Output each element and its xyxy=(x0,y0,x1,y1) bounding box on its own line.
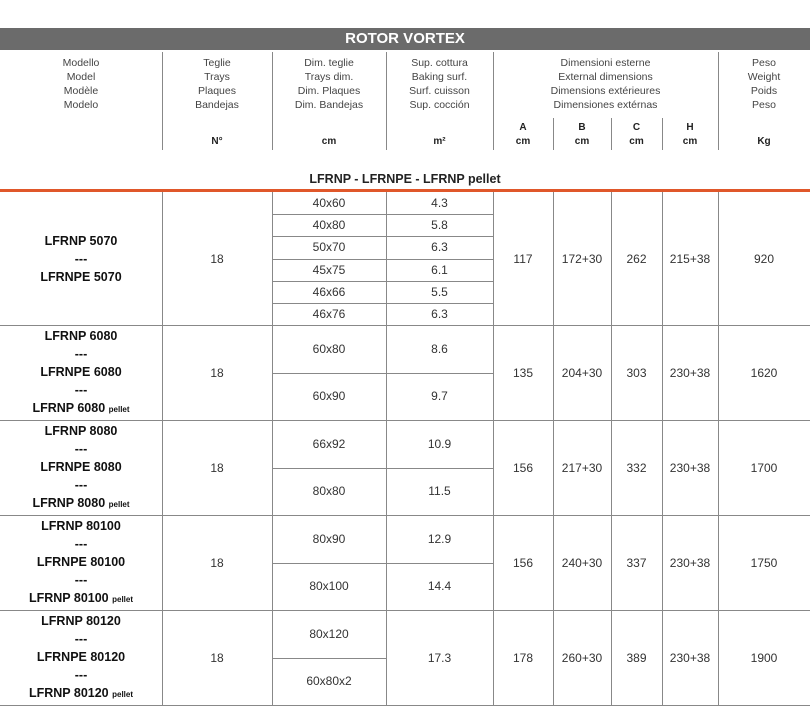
unit-c-label: C xyxy=(632,122,641,133)
row-divider xyxy=(386,563,493,564)
header-divider xyxy=(162,52,163,150)
weight-cell: 920 xyxy=(753,251,775,266)
surface-cell: 9.7 xyxy=(431,389,448,404)
pellet-label: pellet xyxy=(112,689,134,699)
header-line: Sup. cocción xyxy=(409,99,470,111)
dim-b-cell: 260+30 xyxy=(561,650,603,665)
tray-dim-cell: 80x80 xyxy=(312,484,346,499)
column-divider xyxy=(611,192,612,705)
header-line: Dim. Plaques xyxy=(297,85,361,97)
model-name: LFRNPE 8080 xyxy=(40,459,122,474)
row-divider xyxy=(0,705,810,706)
header-weight-text xyxy=(718,50,810,112)
header-model xyxy=(0,50,162,150)
surface-cell: 5.8 xyxy=(431,218,448,233)
tray-dim-cell: 60x80 xyxy=(312,341,346,356)
row-divider xyxy=(386,303,493,304)
model-cell xyxy=(0,515,162,610)
header-line: Surf. cuisson xyxy=(409,85,470,97)
model-cell xyxy=(0,325,162,420)
dim-h-cell: 230+38 xyxy=(669,650,711,665)
header-line: Dimensiones extérnas xyxy=(553,99,658,111)
row-divider xyxy=(272,259,386,260)
model-name: LFRNP 80120 xyxy=(28,685,109,700)
row-divider xyxy=(272,236,386,237)
surface-cell: 6.3 xyxy=(431,306,448,321)
trays-cell: 18 xyxy=(210,650,224,665)
header-dim-text xyxy=(272,50,386,112)
tray-dim-cell: 80x90 xyxy=(312,531,346,546)
dim-c-cell: 389 xyxy=(626,650,647,665)
tray-dim-cell: 40x80 xyxy=(312,218,346,233)
tray-dim-cell: 45x75 xyxy=(312,262,346,277)
unit-h-label: H xyxy=(686,122,694,133)
surface-cell: 10.9 xyxy=(427,436,452,451)
column-divider xyxy=(553,192,554,705)
tray-dim-cell: 46x66 xyxy=(312,284,346,299)
header-line: Model xyxy=(66,71,96,83)
row-divider xyxy=(386,468,493,469)
pellet-label: pellet xyxy=(112,594,134,604)
dim-c-cell: 303 xyxy=(626,365,647,380)
model-name: LFRNP 8080 xyxy=(32,495,106,510)
dim-a-cell: 156 xyxy=(512,555,534,570)
model-name: LFRNPE 6080 xyxy=(40,364,122,379)
dim-h-cell: 230+38 xyxy=(669,555,711,570)
unit-trays: N° xyxy=(211,136,223,147)
header-line: Modello xyxy=(62,57,100,69)
unit-dim: cm xyxy=(321,136,337,147)
column-divider xyxy=(386,192,387,705)
unit-h: cm xyxy=(682,136,698,147)
header-line: Sup. cottura xyxy=(411,57,468,69)
weight-cell: 1620 xyxy=(750,365,778,380)
pellet-label: pellet xyxy=(108,499,130,509)
dim-a-cell: 178 xyxy=(512,650,534,665)
surface-cell: 5.5 xyxy=(431,284,448,299)
unit-a: cm xyxy=(515,136,531,147)
header-line: Trays dim. xyxy=(304,71,354,83)
trays-cell: 18 xyxy=(210,365,224,380)
model-name: LFRNP 5070 xyxy=(44,233,118,248)
header-divider xyxy=(493,52,494,150)
tray-dim-cell: 50x70 xyxy=(312,240,346,255)
row-divider xyxy=(386,373,493,374)
row-divider xyxy=(272,468,386,469)
unit-c: cm xyxy=(629,136,644,147)
unit-weight: Kg xyxy=(757,136,771,147)
header-line: Bandejas xyxy=(195,99,239,111)
surface-cell: 17.3 xyxy=(427,650,452,665)
row-divider xyxy=(272,658,386,659)
model-name-pellet xyxy=(29,684,133,704)
unit-b: cm xyxy=(574,136,590,147)
model-name: LFRNP 80100 xyxy=(28,590,109,605)
model-name: LFRNPE 5070 xyxy=(40,269,122,284)
column-divider xyxy=(162,192,163,705)
row-divider xyxy=(272,214,386,215)
row-divider xyxy=(272,281,386,282)
header-divider xyxy=(553,118,554,150)
header-line: Plaques xyxy=(198,85,236,97)
table-title: ROTOR VORTEX xyxy=(0,28,810,50)
dim-b-cell: 240+30 xyxy=(561,555,603,570)
dim-a-cell: 117 xyxy=(513,251,533,266)
tray-dim-cell: 60x80x2 xyxy=(306,674,352,689)
header-line: Weight xyxy=(747,71,781,83)
dim-a-cell: 156 xyxy=(512,460,534,475)
surface-cell: 6.3 xyxy=(431,240,448,255)
header-line: Dimensions extérieures xyxy=(550,85,661,97)
header-line: Baking surf. xyxy=(411,71,468,83)
dim-h-cell: 230+38 xyxy=(669,460,711,475)
dim-c-cell: 337 xyxy=(626,555,647,570)
row-divider xyxy=(272,303,386,304)
model-name-pellet xyxy=(29,589,133,609)
header-line: Modèle xyxy=(63,85,99,97)
model-name: LFRNPE 80100 xyxy=(36,554,126,569)
dim-h-cell: 230+38 xyxy=(669,365,711,380)
tray-dim-cell: 80x100 xyxy=(309,579,349,594)
row-divider xyxy=(386,281,493,282)
group-title: LFRNP - LFRNPE - LFRNP pellet xyxy=(309,172,501,186)
row-divider xyxy=(272,373,386,374)
model-separator: --- xyxy=(74,477,88,492)
dim-h-cell: 215+38 xyxy=(669,251,711,266)
model-name: LFRNPE 80120 xyxy=(36,649,126,664)
header-line: External dimensions xyxy=(558,71,653,83)
weight-cell: 1750 xyxy=(750,555,778,570)
model-name: LFRNP 6080 xyxy=(32,400,106,415)
row-divider xyxy=(386,259,493,260)
unit-b-label: B xyxy=(578,122,586,133)
surface-cell: 12.9 xyxy=(427,531,452,546)
model-cell xyxy=(0,420,162,515)
header-line: Teglie xyxy=(203,57,231,69)
row-divider xyxy=(386,214,493,215)
header-ext-text xyxy=(493,50,718,112)
header-divider xyxy=(386,52,387,150)
surface-cell: 8.6 xyxy=(431,341,448,356)
model-name-pellet xyxy=(32,399,129,419)
model-cell xyxy=(0,192,162,325)
trays-cell: 18 xyxy=(210,460,224,475)
model-name-pellet xyxy=(32,494,129,514)
header-line: Peso xyxy=(752,57,776,69)
unit-surf: m² xyxy=(433,136,446,147)
header-divider xyxy=(662,118,663,150)
model-name: LFRNP 80120 xyxy=(41,613,121,628)
model-name: LFRNP 8080 xyxy=(44,423,118,438)
column-divider xyxy=(718,192,719,705)
model-separator: --- xyxy=(74,631,88,646)
trays-cell: 18 xyxy=(210,555,224,570)
model-separator: --- xyxy=(74,441,88,456)
header-line: Dim. teglie xyxy=(304,57,354,69)
tray-dim-cell: 60x90 xyxy=(312,389,346,404)
model-separator: --- xyxy=(74,382,88,397)
header-line: Dim. Bandejas xyxy=(294,99,364,111)
header-line: Dimensioni esterne xyxy=(560,57,651,69)
header-line: Modelo xyxy=(63,99,99,111)
row-divider xyxy=(0,610,810,611)
header-line: Peso xyxy=(752,99,776,111)
surface-cell: 6.1 xyxy=(431,262,448,277)
surface-cell: 14.4 xyxy=(427,579,452,594)
model-name: LFRNP 6080 xyxy=(44,328,118,343)
tray-dim-cell: 46x76 xyxy=(312,306,346,321)
surface-cell: 11.5 xyxy=(428,484,451,499)
header-surf-text xyxy=(386,50,493,112)
model-separator: --- xyxy=(74,251,88,266)
trays-cell: 18 xyxy=(210,251,224,266)
header-line: Poids xyxy=(750,85,778,97)
column-divider xyxy=(662,192,663,705)
pellet-label: pellet xyxy=(108,404,130,414)
weight-cell: 1900 xyxy=(750,650,778,665)
surface-cell: 4.3 xyxy=(431,196,448,211)
model-separator: --- xyxy=(74,572,88,587)
header-divider xyxy=(611,118,612,150)
tray-dim-cell: 40x60 xyxy=(312,196,346,211)
row-divider xyxy=(0,515,810,516)
model-separator: --- xyxy=(74,346,88,361)
row-divider xyxy=(0,325,810,326)
row-divider xyxy=(386,236,493,237)
unit-a-label: A xyxy=(519,122,527,133)
dim-c-cell: 332 xyxy=(626,460,647,475)
header-line: Trays xyxy=(204,71,230,83)
dim-b-cell: 204+30 xyxy=(561,365,603,380)
dim-b-cell: 217+30 xyxy=(561,460,603,475)
row-divider xyxy=(272,563,386,564)
dim-b-cell: 172+30 xyxy=(561,251,603,266)
tray-dim-cell: 66x92 xyxy=(312,436,346,451)
row-divider xyxy=(0,420,810,421)
header-model-text xyxy=(0,50,162,112)
model-name: LFRNP 80100 xyxy=(41,518,121,533)
dim-a-cell: 135 xyxy=(512,365,534,380)
model-cell xyxy=(0,610,162,705)
model-separator: --- xyxy=(74,536,88,551)
column-divider xyxy=(272,192,273,705)
model-separator: --- xyxy=(74,667,88,682)
weight-cell: 1700 xyxy=(750,460,778,475)
tray-dim-cell: 80x120 xyxy=(309,626,349,641)
column-divider xyxy=(493,192,494,705)
header-divider xyxy=(272,52,273,150)
header-divider xyxy=(718,52,719,150)
dim-c-cell: 262 xyxy=(626,251,647,266)
header-trays-text xyxy=(162,50,272,112)
